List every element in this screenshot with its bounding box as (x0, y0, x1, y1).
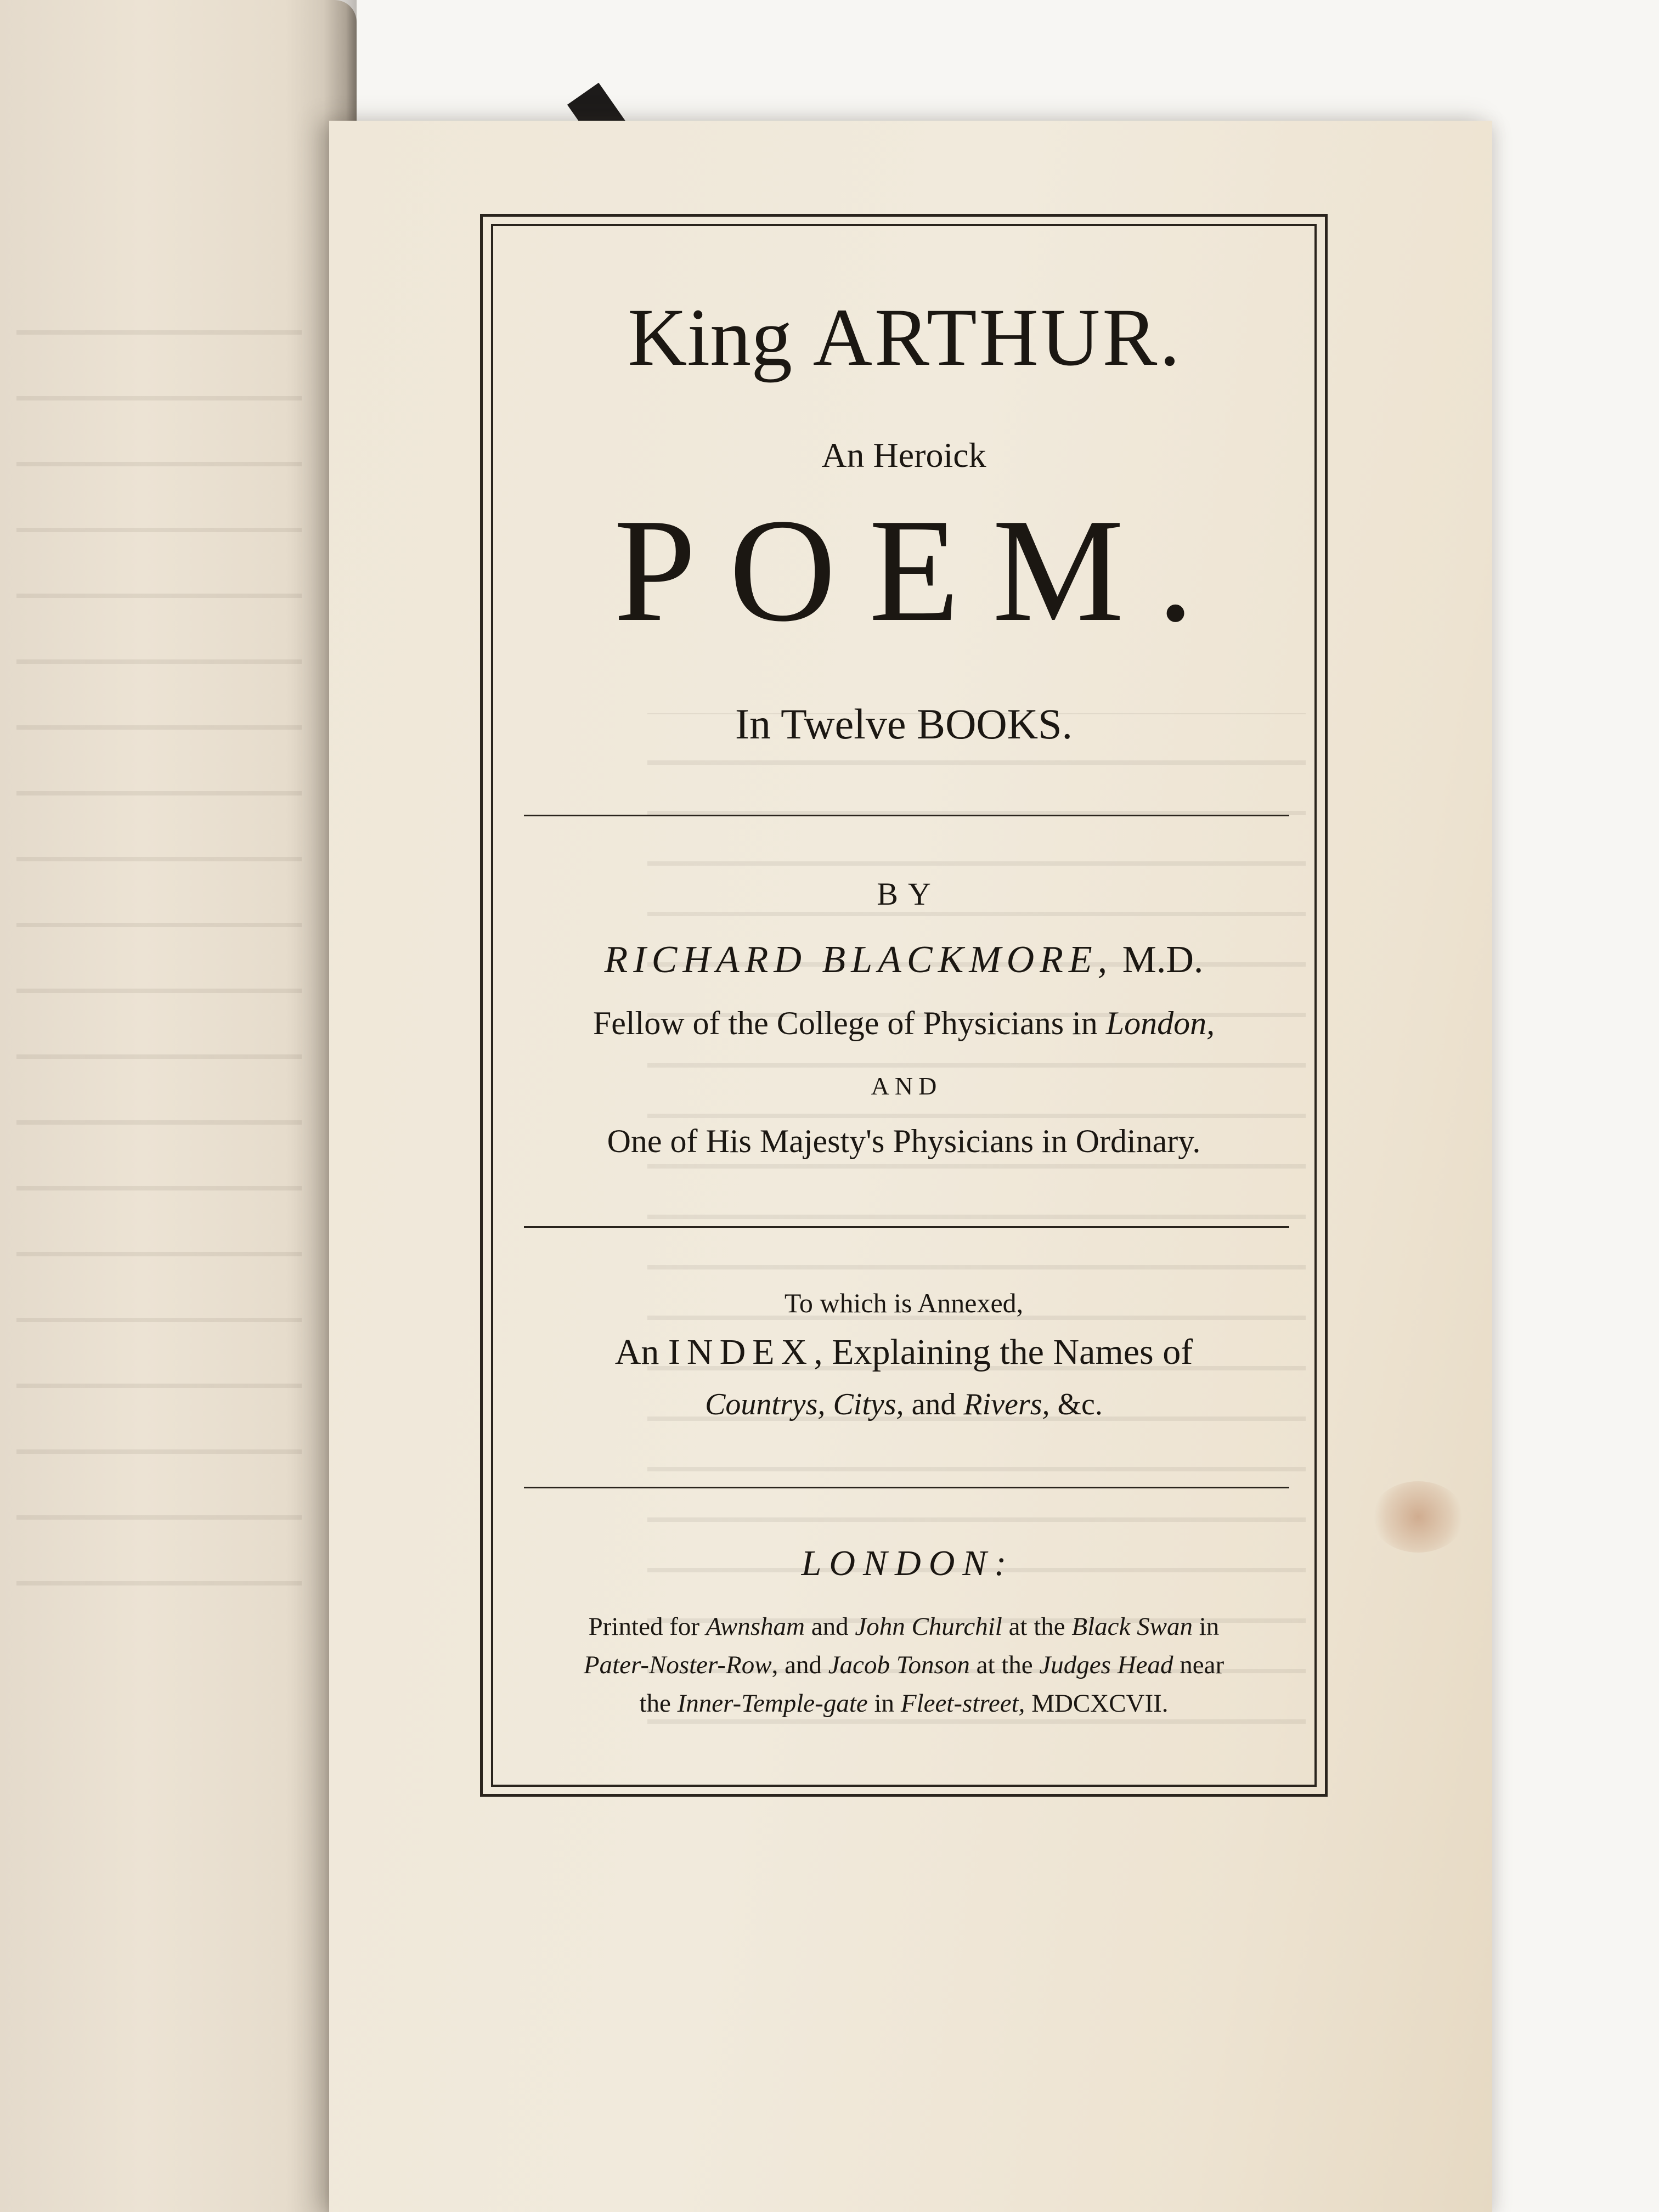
imprint-text: at the (969, 1651, 1040, 1679)
author-line (491, 935, 1317, 985)
rule-divider (524, 1226, 1289, 1228)
by-line: BY (877, 876, 941, 912)
books-line: In Twelve BOOKS. (735, 700, 1073, 748)
title-caps: ARTHUR (812, 292, 1160, 383)
index-word: INDEX (668, 1332, 814, 1372)
rule-divider (524, 1487, 1289, 1488)
imprint-text: Printed for (588, 1612, 706, 1641)
imprint-text: at the (1002, 1612, 1072, 1641)
imprint-name: John Churchil (855, 1612, 1002, 1641)
left-page (0, 0, 357, 2212)
imprint-text: in (1193, 1612, 1220, 1641)
imprint-name: Black Swan (1071, 1612, 1193, 1641)
poem-heading: POEM. (613, 488, 1227, 652)
annexed-line: To which is Annexed, (784, 1288, 1024, 1318)
imprint-name: Jacob Tonson (828, 1651, 970, 1679)
title-end: . (1159, 292, 1180, 383)
subtitle: An Heroick (821, 436, 986, 475)
places-line (491, 1383, 1317, 1426)
book-title (491, 291, 1317, 384)
imprint-text: in (867, 1689, 901, 1718)
places-rivers: Rivers, (963, 1387, 1050, 1421)
imprint-line-2 (491, 1646, 1317, 1684)
places-citys: Citys, (833, 1387, 904, 1421)
rule-divider (524, 815, 1289, 816)
index-suffix: , Explaining the Names of (814, 1332, 1193, 1372)
foxing-stain (1372, 1481, 1465, 1553)
imprint-name: Fleet-street, (900, 1689, 1025, 1718)
places-and: and (904, 1387, 964, 1421)
left-page-show-through (16, 307, 302, 1624)
fellow-prefix: Fellow of the College of Physicians in (592, 1005, 1106, 1041)
places-etc: &c. (1049, 1387, 1103, 1421)
fellow-line (491, 1001, 1317, 1045)
and-line: AND (871, 1072, 943, 1100)
imprint-name: Inner-Temple-gate (677, 1689, 868, 1718)
fellow-city: London, (1105, 1005, 1215, 1041)
imprint-date: MDCXCVII. (1025, 1689, 1169, 1718)
majesty-line: One of His Majesty's Physicians in Ordinary. (607, 1123, 1201, 1159)
title-prefix: King (628, 292, 813, 383)
author-name: RICHARD BLACKMORE, (604, 939, 1113, 981)
places-countrys: Countrys, (705, 1387, 826, 1421)
imprint-city: LONDON: (801, 1543, 1014, 1583)
index-line (491, 1328, 1317, 1377)
imprint-name: Pater-Noster-Row (583, 1651, 772, 1679)
author-degree: M.D. (1113, 939, 1204, 981)
imprint-text: near (1173, 1651, 1224, 1679)
index-prefix: An (614, 1332, 668, 1372)
imprint-name: Awnsham (706, 1612, 805, 1641)
imprint-text: , and (771, 1651, 828, 1679)
imprint-text: and (804, 1612, 855, 1641)
imprint-text: the (639, 1689, 678, 1718)
imprint-name: Judges Head (1039, 1651, 1173, 1679)
imprint-line-1 (491, 1607, 1317, 1646)
imprint-line-3 (491, 1684, 1317, 1723)
